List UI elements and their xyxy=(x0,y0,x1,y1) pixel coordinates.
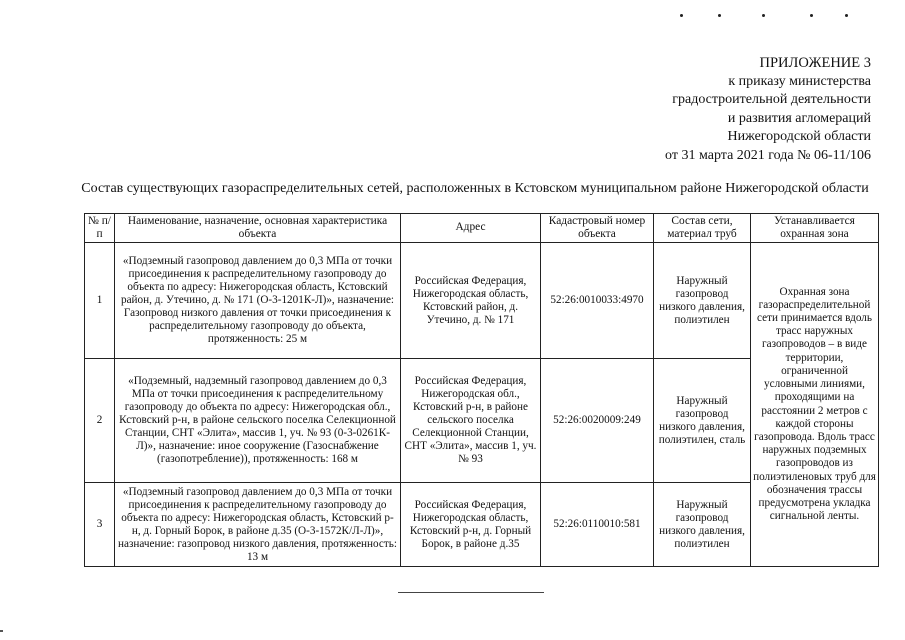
scan-dots xyxy=(670,14,870,24)
header-name: Наименование, назначение, основная характеристика объекта xyxy=(115,214,401,243)
appendix-line: и развития агломераций xyxy=(727,110,871,126)
row-composition: Наружный газопровод низкого давления, полиэтилен, сталь xyxy=(654,359,751,483)
row-cadastral: 52:26:0110010:581 xyxy=(541,483,654,567)
table-row xyxy=(85,243,879,359)
row-composition: Наружный газопровод низкого давления, полиэтилен xyxy=(654,243,751,359)
row-name: «Подземный газопровод давлением до 0,3 МПа от точки присоединения к распределительному газопроводу до объекта по адресу: Нижегородская область, Кстовский район, д. Утечино, д. № 171 (О-3-1201К-Л)», назначение: Газопровод низкого давления от точки присоединения к распределительному газопроводу до объекта, протяженность: 25 м xyxy=(115,243,401,359)
row-address: Российская Федерация, Нижегородская область, Кстовский район, д. Утечино, д. № 171 xyxy=(401,243,541,359)
appendix-line: градостроительной деятельности xyxy=(672,92,871,107)
appendix-line: Нижегородской области xyxy=(727,129,871,144)
appendix-line: к приказу министерства xyxy=(728,73,871,89)
header-address: Адрес xyxy=(401,214,541,243)
row-num: 1 xyxy=(85,243,115,359)
gas-network-table xyxy=(84,213,879,567)
row-name: «Подземный газопровод давлением до 0,3 МПа от точки присоединения к распределительному газопроводу до объекта по адресу: Нижегородская область, Кстовский р-н, д. Горный Борок, в районе д.35 (О-3-1572К/Л-Л)», назначение: газопровод низкого давления, протяженность: 13 м xyxy=(115,483,401,567)
document-title: Состав существующих газораспределительных сетей, расположенных в Кстовском муниципальном районе Нижегородской области xyxy=(81,181,869,196)
row-num: 3 xyxy=(85,483,115,567)
row-num: 2 xyxy=(85,359,115,483)
row-cadastral: 52:26:0010033:4970 xyxy=(541,243,654,359)
appendix-heading: ПРИЛОЖЕНИЕ 3 xyxy=(759,55,871,71)
header-cadastral: Кадастровый номер объекта xyxy=(541,214,654,243)
appendix-line: от 31 марта 2021 года № 06-11/106 xyxy=(665,147,871,163)
row-address: Российская Федерация, Нижегородская область, Кстовский р-н, д. Горный Борок, в районе д.35 xyxy=(401,483,541,567)
row-address: Российская Федерация, Нижегородская обл., Кстовский р-н, в районе сельского поселка Селекционной Станции, СНТ «Элита», массив 1, уч. № 93 xyxy=(401,359,541,483)
table-header-row xyxy=(85,214,879,243)
appendix-block xyxy=(665,54,871,165)
header-num: № п/п xyxy=(85,214,115,243)
footer-divider xyxy=(398,592,544,593)
header-composition: Состав сети, материал труб xyxy=(654,214,751,243)
header-protection: Устанавливается охранная зона xyxy=(751,214,879,243)
row-composition: Наружный газопровод низкого давления, полиэтилен xyxy=(654,483,751,567)
scan-mark xyxy=(0,630,3,632)
row-cadastral: 52:26:0020009:249 xyxy=(541,359,654,483)
row-name: «Подземный, надземный газопровод давлением до 0,3 МПа от точки присоединения к распределительному газопроводу до объекта по адресу: Нижегородская обл., Кстовский р-н, в районе сельского поселка Селекционной Станции, СНТ «Элита», массив 1, уч. № 93 (0-3-0261К-Л)», назначение: иное сооружение (Газоснабжение (газопотребление)), протяженность: 168 м xyxy=(115,359,401,483)
protection-zone-cell: Охранная зона газораспределительной сети принимается вдоль трасс наружных газопроводов – в виде территории, ограниченной условными линиями, проходящими на расстоянии 2 метров с каждой стороны газопровода. Вдоль трасс наружных подземных газопроводов из полиэтиленовых труб для обозначения трассы предусмотрена укладка сигнальной ленты. xyxy=(751,243,879,567)
